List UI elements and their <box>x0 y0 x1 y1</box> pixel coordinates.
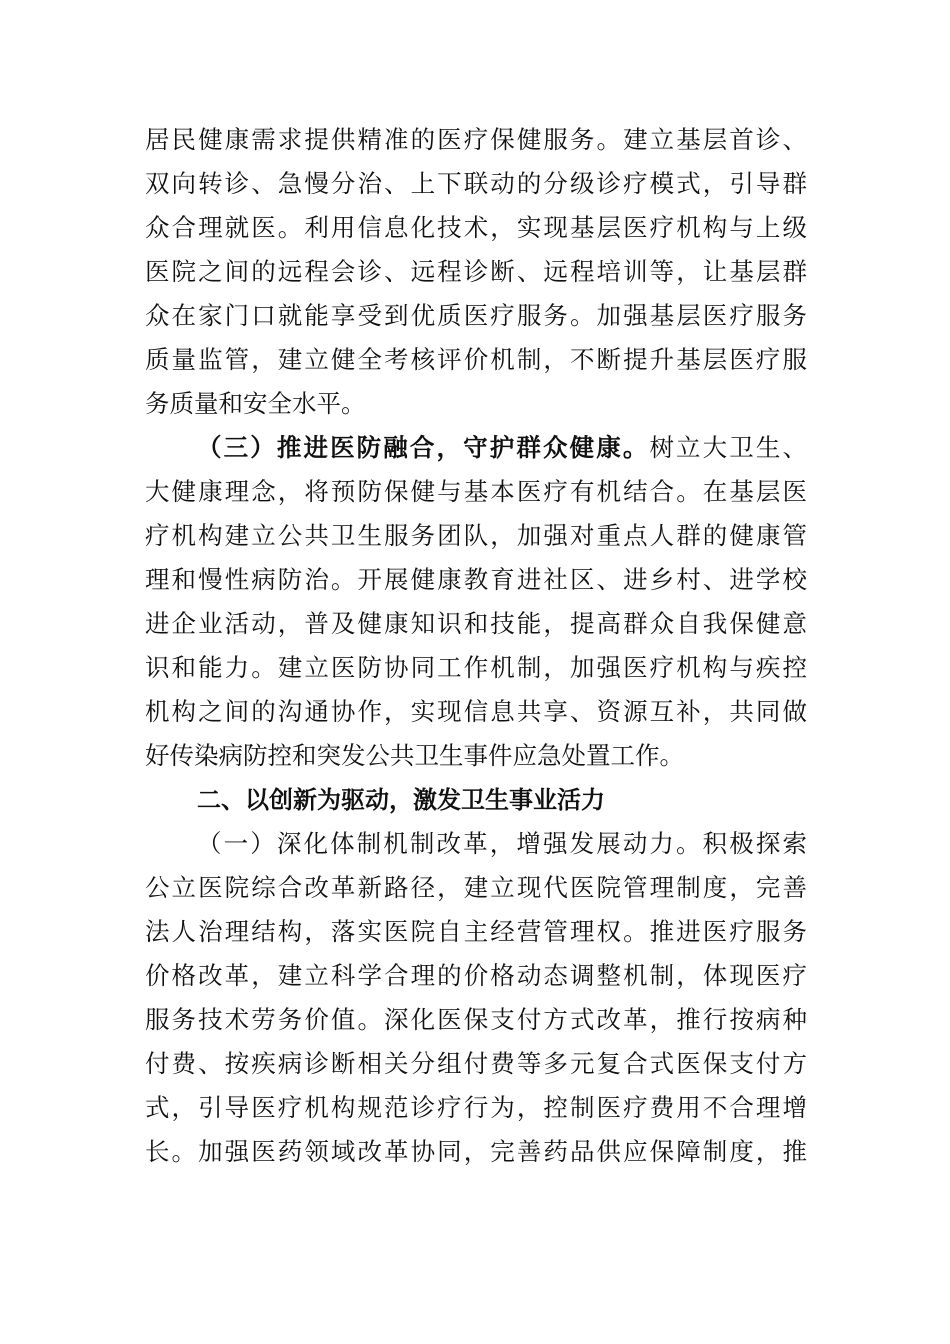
text-run: 树立大卫生、 <box>649 433 807 462</box>
subsection-lead: （一）深化体制机制改革，增强发展动力。 <box>197 829 703 858</box>
text-line: 进企业活动，普及健康知识和技能，提高群众自我保健意 <box>145 609 807 638</box>
text-line: 质量监管，建立健全考核评价机制，不断提升基层医疗服 <box>145 345 807 374</box>
text-line: 服务技术劳务价值。深化医保支付方式改革，推行按病种 <box>145 1005 807 1034</box>
text-line: 疗机构建立公共卫生服务团队，加强对重点人群的健康管 <box>145 521 807 550</box>
text-line: 居民健康需求提供精准的医疗保健服务。建立基层首诊、 <box>145 125 807 154</box>
text-line: 众合理就医。利用信息化技术，实现基层医疗机构与上级 <box>145 213 807 242</box>
paragraph-1 <box>145 118 807 426</box>
text-line: 长。加强医药领域改革协同，完善药品供应保障制度，推 <box>145 1137 807 1166</box>
text-line: 大健康理念，将预防保健与基本医疗有机结合。在基层医 <box>145 477 807 506</box>
text-line: 医院之间的远程会诊、远程诊断、远程培训等，让基层群 <box>145 257 807 286</box>
text-line: 理和慢性病防治。开展健康教育进社区、进乡村、进学校 <box>145 565 807 594</box>
section-heading: 二、以创新为驱动，激发卫生事业活力 <box>197 786 605 814</box>
text-line: 双向转诊、急慢分治、上下联动的分级诊疗模式，引导群 <box>145 169 807 198</box>
text-line-first <box>145 426 807 470</box>
text-line: 价格改革，建立科学合理的价格动态调整机制，体现医疗 <box>145 961 807 990</box>
text-line-first <box>145 822 807 866</box>
text-line: 务质量和安全水平。 <box>145 389 366 418</box>
text-line: 众在家门口就能享受到优质医疗服务。加强基层医疗服务 <box>145 301 807 330</box>
text-line: 法人治理结构，落实医院自主经营管理权。推进医疗服务 <box>145 917 807 946</box>
paragraph-2 <box>145 426 807 778</box>
text-line: 好传染病防控和突发公共卫生事件应急处置工作。 <box>145 741 684 770</box>
text-line: 式，引导医疗机构规范诊疗行为，控制医疗费用不合理增 <box>145 1093 807 1122</box>
subsection-lead: （三）推进医防融合，守护群众健康。 <box>197 433 650 462</box>
text-run: 积极探索 <box>702 829 807 858</box>
document-page <box>145 118 807 1174</box>
text-line: 公立医院综合改革新路径，建立现代医院管理制度，完善 <box>145 873 807 902</box>
text-line: 识和能力。建立医防协同工作机制，加强医疗机构与疾控 <box>145 653 807 682</box>
text-line: 付费、按疾病诊断相关分组付费等多元复合式医保支付方 <box>145 1049 807 1078</box>
paragraph-3 <box>145 822 807 1174</box>
text-line: 机构之间的沟通协作，实现信息共享、资源互补，共同做 <box>145 697 807 726</box>
